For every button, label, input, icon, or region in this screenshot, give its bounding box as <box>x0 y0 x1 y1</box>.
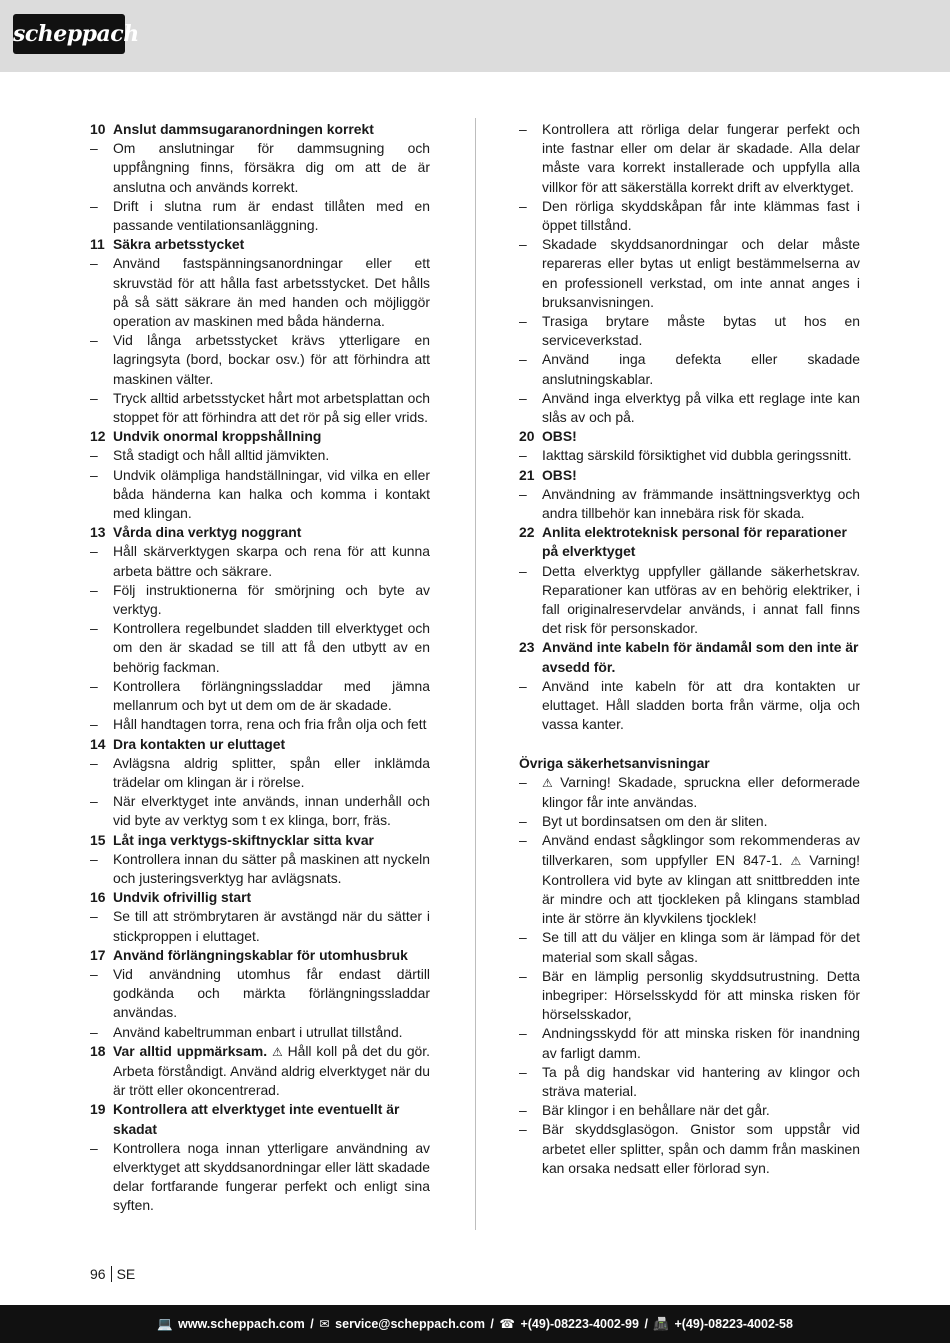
section-11 <box>90 235 430 427</box>
warning-icon: ⚠ <box>271 1044 283 1059</box>
list-item: – Håll handtagen torra, rena och fria från olja och fett <box>90 716 427 733</box>
list-item: – Vid långa arbetsstycket krävs ytterligare en lagringsyta (bord, bockar osv.) för att förhindra att maskinen välter. <box>90 332 430 387</box>
fax-icon: 📠 <box>653 1317 669 1331</box>
section-16 <box>90 888 430 946</box>
section-heading: 19 Kontrollera att elverktyget inte eventuellt är skadat <box>90 1101 400 1137</box>
header-bar <box>0 0 950 72</box>
list-item: – Användning av främmande insättningsverktyg och andra tillbehör kan innebära risk för skada. <box>519 485 860 522</box>
email-link[interactable]: service@scheppach.com <box>335 1317 485 1331</box>
phone-number: +(49)-08223-4002-99 <box>520 1317 639 1331</box>
section-heading: 21 OBS! <box>519 466 577 483</box>
scheppach-logo: scheppach <box>13 14 125 54</box>
list-item: – Använd kabeltrumman enbart i utrullat tillstånd. <box>90 1023 403 1040</box>
list-item: – Följ instruktionerna för smörjning och byte av verktyg. <box>90 581 430 618</box>
section-heading: 13 Vårda dina verktyg noggrant <box>90 524 302 541</box>
section-19 <box>90 1100 430 1215</box>
left-column <box>90 120 430 1216</box>
page-number: 96 SE <box>90 1266 136 1282</box>
list-item: – Undvik olämpliga handställningar, vid vilka en eller båda händerna kan halka och komma i kontakt med klingan. <box>90 466 430 522</box>
list-item: – Bär skyddsglasögon. Gnistor som uppstår vid arbetet eller splitter, spån och damm från maskinen kan orsaka nedsatt eller förlorad syn. <box>519 1121 860 1176</box>
list-item: – Använd inga defekta eller skadade anslutningskablar. <box>519 351 860 387</box>
phone-icon: ☎ <box>499 1317 515 1331</box>
list-item: – Iakttag särskild försiktighet vid dubbla geringssnitt. <box>519 447 852 464</box>
section-heading: 17 Använd förlängningskablar för utomhusbruk <box>90 946 408 963</box>
section-23 <box>519 638 860 734</box>
section-heading: 22 Anlita elektroteknisk personal för reparationer på elverktyget <box>519 524 847 560</box>
section-15 <box>90 831 430 889</box>
section-heading: 14 Dra kontakten ur eluttaget <box>90 735 286 752</box>
right-column <box>519 120 860 1178</box>
section-17 <box>90 946 430 1042</box>
list-item: – Kontrollera att rörliga delar fungerar perfekt och inte fastnar eller om delar är skadade. Alla delar måste vara korrekt installerade och uppfylla alla villkor för att säkerställa korrekt drift av elverktyget. <box>519 121 860 195</box>
list-item: – Kontrollera förlängningssladdar med jämna mellanrum och byt ut dem om de är skadade. <box>90 677 430 714</box>
list-item: – Stå stadigt och håll alltid jämvikten. <box>90 447 330 464</box>
section-heading: 18 Var alltid uppmärksam. ⚠ Håll koll på det du gör. Arbeta förståndigt. Använd aldrig elverktyget när du är trött eller okoncentrerad. <box>90 1042 430 1099</box>
list-item: – Använd fastspänningsanordningar eller ett skruvstäd för att hålla fast arbetsstycket. Det hålls på så sätt säkrare än med handen och möjliggör operation av maskinen med båda händerna. <box>90 255 430 330</box>
section-heading: 12 Undvik onormal kroppshållning <box>90 428 322 445</box>
list-item: – Se till att strömbrytaren är avstängd när du sätter i stickproppen i eluttaget. <box>90 908 430 944</box>
list-item: – ⚠ Varning! Skadade, spruckna eller deformerade klingor får inte användas. <box>519 773 860 810</box>
list-item: – Avlägsna aldrig splitter, spån eller inklämda trädelar om klingan är i rörelse. <box>90 754 430 790</box>
list-item: – Kontrollera regelbundet sladden till elverktyget och om den är skadad se till att få den utbytt av en behörig fackman. <box>90 620 430 675</box>
list-item: – Håll skärverktygen skarpa och rena för att kunna arbeta bättre och säkrare. <box>90 543 430 579</box>
list-item: – Vid användning utomhus får endast därtill godkända och märkta förlängningssladdar användas. <box>90 965 430 1021</box>
section-22 <box>519 523 860 638</box>
list-item: – Andningsskydd för att minska risken för inandning av farligt damm. <box>519 1025 860 1061</box>
section-heading: 16 Undvik ofrivillig start <box>90 889 252 906</box>
list-item: – Använd inga elverktyg på vilka ett reglage inte kan slås av och på. <box>519 389 860 426</box>
section-heading: 11 Säkra arbetsstycket <box>90 236 245 253</box>
list-item: – Ta på dig handskar vid hantering av klingor och sträva material. <box>519 1063 860 1099</box>
other-safety-heading: Övriga säkerhetsanvisningar <box>519 754 710 771</box>
column-divider <box>475 118 476 1230</box>
section-18 <box>90 1042 430 1101</box>
section-heading: 15 Låt inga verktygs-skiftnycklar sitta kvar <box>90 831 374 848</box>
list-item: – Bär klingor i en behållare när det går. <box>519 1102 770 1119</box>
section-21 <box>519 466 860 524</box>
list-item: – Trasiga brytare måste bytas ut hos en serviceverkstad. <box>519 313 860 349</box>
list-item: – Drift i slutna rum är endast tillåten med en passande ventilationsanläggning. <box>90 197 430 234</box>
section-heading: 23 Använd inte kabeln för ändamål som den inte är avsedd för. <box>519 639 859 675</box>
section-12 <box>90 427 430 523</box>
website-link[interactable]: www.scheppach.com <box>178 1317 305 1331</box>
list-item: – Tryck alltid arbetsstycket hårt mot arbetsplattan och stoppet för att förhindra att det rör på sig eller vrids. <box>90 389 430 426</box>
list-item: – Kontrollera noga innan ytterligare användning av elverktyget att skyddsanordningar eller lätt skadade delar fortfarande fungerar perfekt och enligt sina syften. <box>90 1139 430 1214</box>
list-item: – Detta elverktyg uppfyller gällande säkerhetskrav. Reparationer kan utföras av en behörig elektriker, i fall originalreservdelar används, i annat fall finns det risk för personskador. <box>519 562 860 637</box>
section-20 <box>519 427 860 465</box>
section-heading: 10 Anslut dammsugaranordningen korrekt <box>90 121 374 137</box>
list-item: – Använd endast sågklingor som rekommenderas av tillverkaren, som uppfyller EN 847-1. ⚠ Varning! Kontrollera vid byte av klingan att snittbredden inte är mindre och att tjockleken på klingans stamblad inte är större än klyvkilens tjocklek! <box>519 832 861 927</box>
section-13 <box>90 523 430 734</box>
list-item: – Bär en lämplig personlig skyddsutrustning. Detta inbegriper: Hörselsskydd för att minska risken för hörselsskador, <box>519 967 860 1023</box>
computer-icon: 💻 <box>157 1317 173 1331</box>
section-heading: 20 OBS! <box>519 428 577 445</box>
list-item: – Se till att du väljer en klinga som är lämpad för det material som skall sågas. <box>519 929 860 965</box>
list-item: – Byt ut bordinsatsen om den är sliten. <box>519 813 768 830</box>
mail-icon: ✉ <box>319 1317 330 1331</box>
warning-icon: ⚠ <box>790 853 802 868</box>
section-14 <box>90 735 430 831</box>
list-item: – Skadade skyddsanordningar och delar måste repareras eller bytas ut enligt bestämmelserna av en professionell verkstad, om inte annat anges i bruksanvisningen. <box>519 236 860 310</box>
section-10 <box>90 120 430 235</box>
fax-number: +(49)-08223-4002-58 <box>674 1317 793 1331</box>
footer-bar: 💻 www.scheppach.com / ✉ service@scheppach.com / ☎ +(49)-08223-4002-99 / 📠 +(49)-08223-4002-58 <box>0 1305 950 1343</box>
list-item: – Kontrollera innan du sätter på maskinen att nyckeln och justeringsverktyg har avlägsnats. <box>90 850 430 886</box>
list-item: – Den rörliga skyddskåpan får inte klämmas fast i öppet tillstånd. <box>519 197 860 234</box>
list-item: – Använd inte kabeln för att dra kontakten ur eluttaget. Håll sladden borta från värme, olja och vassa kanter. <box>519 677 860 733</box>
warning-icon: ⚠ <box>542 775 553 790</box>
list-item: – Om anslutningar för dammsugning och uppfångning finns, försäkra dig om att de är anslutna och används korrekt. <box>90 140 430 195</box>
list-item: – När elverktyget inte används, innan underhåll och vid byte av verktyg som t ex klinga, borr, fräs. <box>90 793 430 829</box>
